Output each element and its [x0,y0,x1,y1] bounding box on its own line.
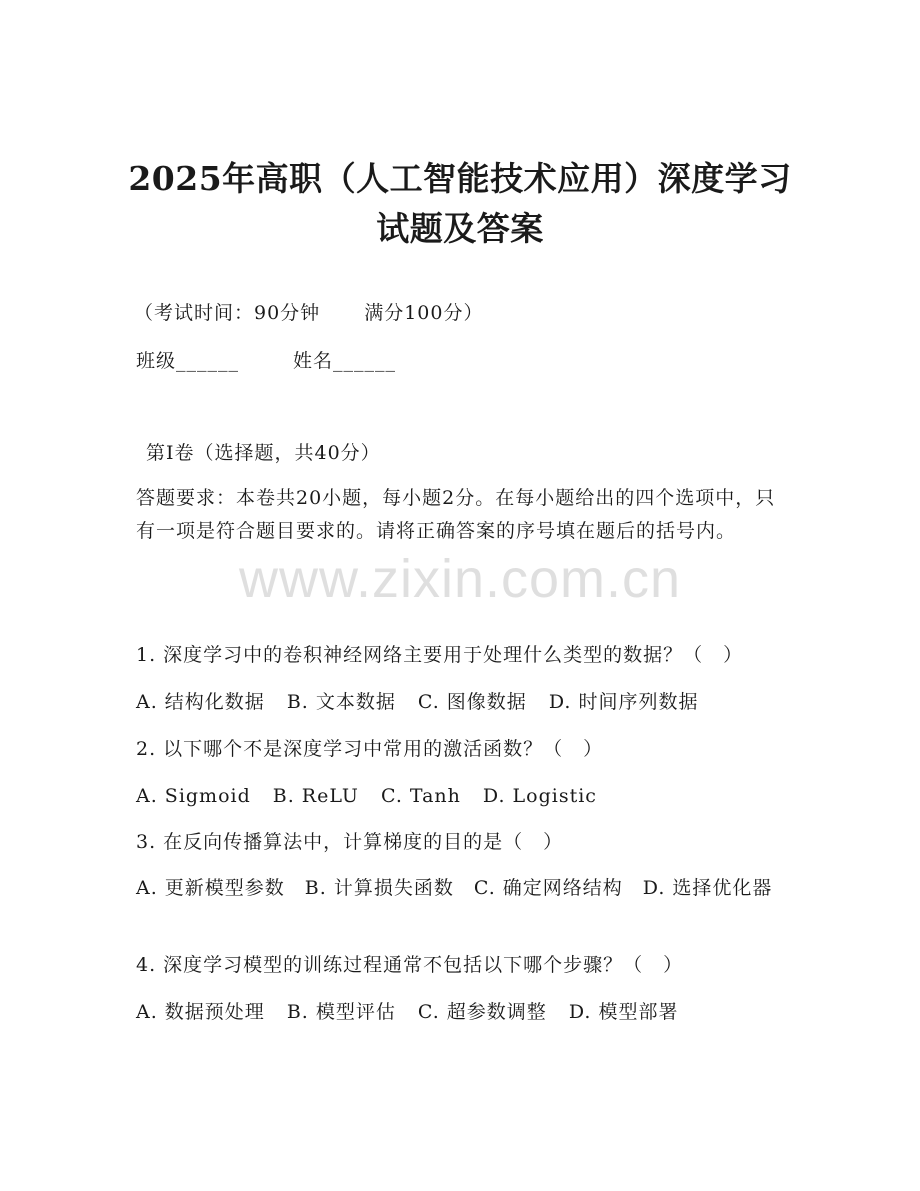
question-3-options: A. 更新模型参数 B. 计算损失函数 C. 确定网络结构 D. 选择优化器 [136,877,773,899]
question-1-option-d: D. 时间序列数据 [548,691,699,713]
question-4-option-a: A. 数据预处理 [136,1001,265,1023]
student-info [136,347,396,375]
section-heading: 第I卷（选择题，共40分） [146,442,381,464]
exam-title-line-2: 试题及答案 [376,209,544,248]
question-2-stem: 2. 以下哪个不是深度学习中常用的激活函数？（ ） [136,738,604,760]
question-2-option-b: B. ReLU [272,785,359,807]
question-4-stem: 4. 深度学习模型的训练过程通常不包括以下哪个步骤？（ ） [136,954,684,976]
question-3-stem: 3. 在反向传播算法中，计算梯度的目的是（ ） [136,831,564,853]
question-1-options [136,688,698,716]
question-4-option-b: B. 模型评估 [286,1001,396,1023]
answer-instructions: 答题要求：本卷共20小题，每小题2分。在每小题给出的四个选项中，只有一项是符合题目要求的。请将正确答案的序号填在题后的括号内。 [136,487,776,542]
class-field-label: 班级______ [136,350,240,372]
question-4-option-c: C. 超参数调整 [417,1001,547,1023]
question-1-stem: 1. 深度学习中的卷积神经网络主要用于处理什么类型的数据？（ ） [136,644,744,666]
exam-time: （考试时间：90分钟 [134,302,321,324]
name-field-label: 姓名______ [293,350,397,372]
question-1-option-a: A. 结构化数据 [136,691,265,713]
question-2-options [136,782,597,810]
question-1-option-c: C. 图像数据 [417,691,527,713]
watermark: www.zixin.com.cn [238,549,682,609]
exam-full-score: 满分100分） [364,302,484,324]
exam-info [134,299,483,327]
question-2-option-c: C. Tanh [380,785,461,807]
question-4-options [136,998,678,1026]
question-1-option-b: B. 文本数据 [286,691,396,713]
question-2-option-a: A. Sigmoid [136,785,251,807]
exam-title-line-1: 2025年高职（人工智能技术应用）深度学习 [128,159,792,198]
question-4-option-d: D. 模型部署 [568,1001,679,1023]
question-2-option-d: D. Logistic [482,785,597,807]
